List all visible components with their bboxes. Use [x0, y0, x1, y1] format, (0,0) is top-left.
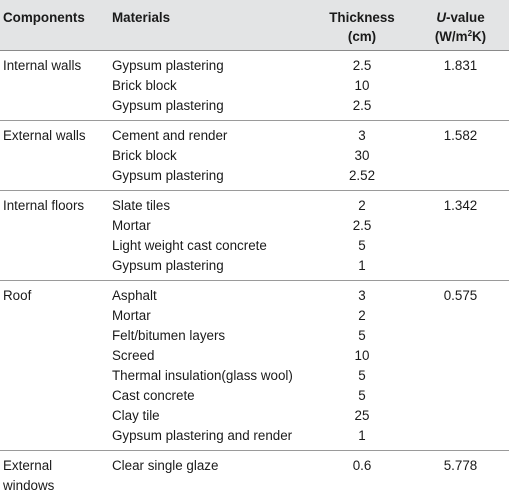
- material-name: Gypsum plastering: [112, 56, 311, 76]
- uvalue-cell: 1.342: [412, 191, 509, 281]
- material-thickness: 2.5: [313, 96, 411, 116]
- thickness-cell: [312, 451, 412, 500]
- material-name: Brick block: [112, 146, 311, 166]
- component-cell: Roof: [0, 281, 106, 451]
- header-uvalue: [412, 0, 509, 51]
- header-uvalue-unit-post: K): [472, 29, 486, 44]
- material-name: Screed: [112, 346, 311, 366]
- materials-cell: [106, 121, 312, 191]
- header-thickness-line2: (cm): [348, 29, 376, 44]
- material-name: Clay tile: [112, 406, 311, 426]
- material-thickness: 5: [313, 326, 411, 346]
- thickness-cell: [312, 191, 412, 281]
- component-cell: External windows: [0, 451, 106, 500]
- uvalue-cell: 0.575: [412, 281, 509, 451]
- material-thickness: 2.5: [313, 216, 411, 236]
- material-name: Felt/bitumen layers: [112, 326, 311, 346]
- material-thickness: 2.5: [313, 56, 411, 76]
- material-thickness: 10: [313, 76, 411, 96]
- table-row: [0, 121, 509, 191]
- header-materials-label: Materials: [112, 10, 170, 25]
- thickness-cell: [312, 51, 412, 121]
- uvalue-cell: 5.778: [412, 451, 509, 500]
- materials-cell: [106, 281, 312, 451]
- header-materials: [106, 0, 312, 51]
- material-thickness: 2.52: [313, 166, 411, 186]
- table-row: [0, 191, 509, 281]
- thickness-cell: [312, 121, 412, 191]
- material-thickness: 2: [313, 306, 411, 326]
- header-uvalue-unit-pre: (W/m: [435, 29, 468, 44]
- material-name: Cast concrete: [112, 386, 311, 406]
- material-thickness: 1: [313, 426, 411, 446]
- table-row: [0, 51, 509, 121]
- material-thickness: 0.6: [313, 456, 411, 476]
- component-cell: Internal floors: [0, 191, 106, 281]
- header-uvalue-unit-sup: 2: [468, 29, 472, 38]
- material-name: Gypsum plastering: [112, 256, 311, 276]
- material-thickness: 5: [313, 236, 411, 256]
- material-name: Thermal insulation(glass wool): [112, 366, 311, 386]
- material-thickness: 25: [313, 406, 411, 426]
- materials-cell: [106, 51, 312, 121]
- material-name: Clear single glaze: [112, 456, 311, 476]
- table-row: [0, 281, 509, 451]
- material-thickness: 5: [313, 366, 411, 386]
- materials-cell: [106, 191, 312, 281]
- material-name: Gypsum plastering and render: [112, 426, 311, 446]
- material-name: Mortar: [112, 306, 311, 326]
- header-components-label: Components: [3, 10, 85, 25]
- header-thickness: [312, 0, 412, 51]
- table-header: [0, 0, 509, 51]
- material-thickness: 30: [313, 146, 411, 166]
- material-name: Gypsum plastering: [112, 96, 311, 116]
- uvalue-cell: 1.582: [412, 121, 509, 191]
- header-row: [0, 0, 509, 51]
- material-name: Slate tiles: [112, 196, 311, 216]
- material-name: Asphalt: [112, 286, 311, 306]
- header-uvalue-symbol: U: [436, 10, 446, 25]
- component-cell: Internal walls: [0, 51, 106, 121]
- table-row: [0, 451, 509, 500]
- component-cell: External walls: [0, 121, 106, 191]
- material-name: Light weight cast concrete: [112, 236, 311, 256]
- material-thickness: 3: [313, 286, 411, 306]
- materials-cell: [106, 451, 312, 500]
- uvalue-cell: 1.831: [412, 51, 509, 121]
- material-thickness: 3: [313, 126, 411, 146]
- header-uvalue-label: -value: [446, 10, 485, 25]
- material-thickness: 1: [313, 256, 411, 276]
- header-thickness-line1: Thickness: [329, 10, 395, 25]
- material-name: Gypsum plastering: [112, 166, 311, 186]
- material-thickness: 10: [313, 346, 411, 366]
- material-name: Mortar: [112, 216, 311, 236]
- material-thickness: 5: [313, 386, 411, 406]
- material-name: Brick block: [112, 76, 311, 96]
- material-thickness: 2: [313, 196, 411, 216]
- material-name: Cement and render: [112, 126, 311, 146]
- thickness-cell: [312, 281, 412, 451]
- table-body: [0, 51, 509, 500]
- header-components: [0, 0, 106, 51]
